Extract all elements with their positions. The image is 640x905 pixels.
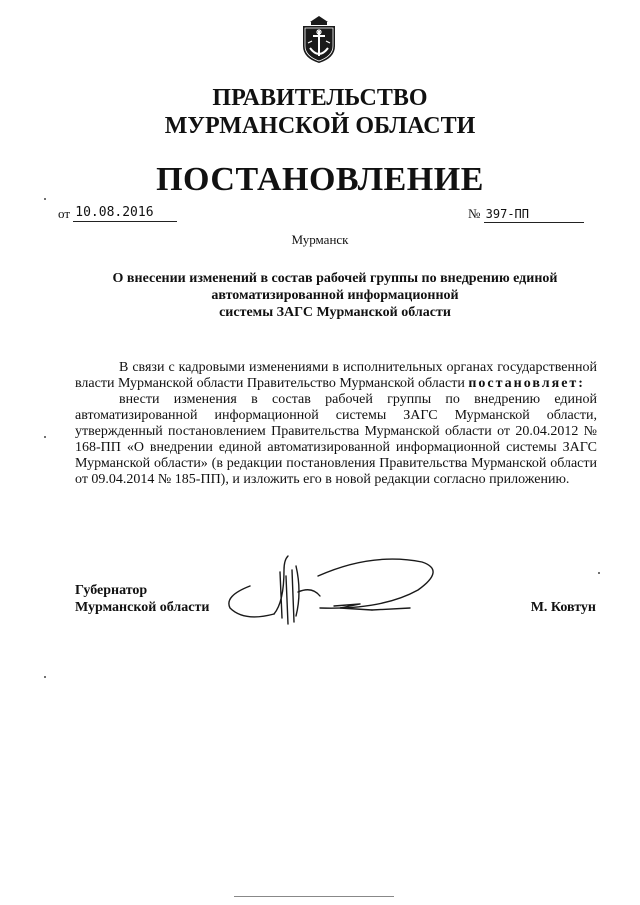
city-label: Мурманск <box>291 232 349 247</box>
body-paragraph-1 <box>75 360 597 392</box>
organization-line-2: МУРМАНСКОЙ ОБЛАСТИ <box>164 113 476 139</box>
signer-title-line-2: Мурманской области <box>75 600 210 615</box>
scan-artifact <box>44 676 46 678</box>
number-field <box>468 206 584 223</box>
document-subject <box>70 270 600 321</box>
footer-rule <box>234 896 394 897</box>
document-body <box>75 360 597 488</box>
signer-name: М. Ковтун <box>530 600 596 615</box>
subject-line-3: системы ЗАГС Мурманской области <box>219 305 451 320</box>
scan-artifact <box>44 436 46 438</box>
organization-name <box>0 84 640 140</box>
date-field <box>58 204 177 222</box>
number-value: 397-ПП <box>484 207 584 223</box>
date-prefix: от <box>58 206 71 221</box>
date-value: 10.08.2016 <box>73 205 177 222</box>
handwritten-signature-icon <box>222 552 444 634</box>
subject-line-1: О внесении изменений в состав рабочей группы по внедрению единой <box>112 271 558 286</box>
resolution-keyword: постановляет: <box>468 376 585 391</box>
number-prefix: № <box>468 206 481 221</box>
signer-title-line-1: Губернатор <box>75 583 148 598</box>
signer-title <box>75 582 209 616</box>
scan-artifact <box>44 198 46 200</box>
document-type-title: ПОСТАНОВЛЕНИЕ <box>156 161 484 198</box>
organization-line-1: ПРАВИТЕЛЬСТВО <box>212 85 428 111</box>
coat-of-arms-icon <box>300 14 338 64</box>
body-paragraph-1-text: В связи с кадровыми изменениями в исполнительных органах государственной власти Мурманской области Правительство Мурманской области <box>75 360 597 391</box>
subject-line-2: автоматизированной информационной <box>211 288 459 303</box>
body-paragraph-2: внести изменения в состав рабочей группы по внедрению единой автоматизированной информационной системы ЗАГС Мурманской области, утвержденный постановлением Правительства Мурманской области от 20.04.2012 № 168-ПП «О внедрении единой автоматизированной информационной системы ЗАГС Мурманской области» (в редакции постановления Правительства Мурманской области от 09.04.2014 № 185-ПП), и изложить его в новой редакции согласно приложению. <box>75 392 597 487</box>
scan-artifact <box>598 572 600 574</box>
